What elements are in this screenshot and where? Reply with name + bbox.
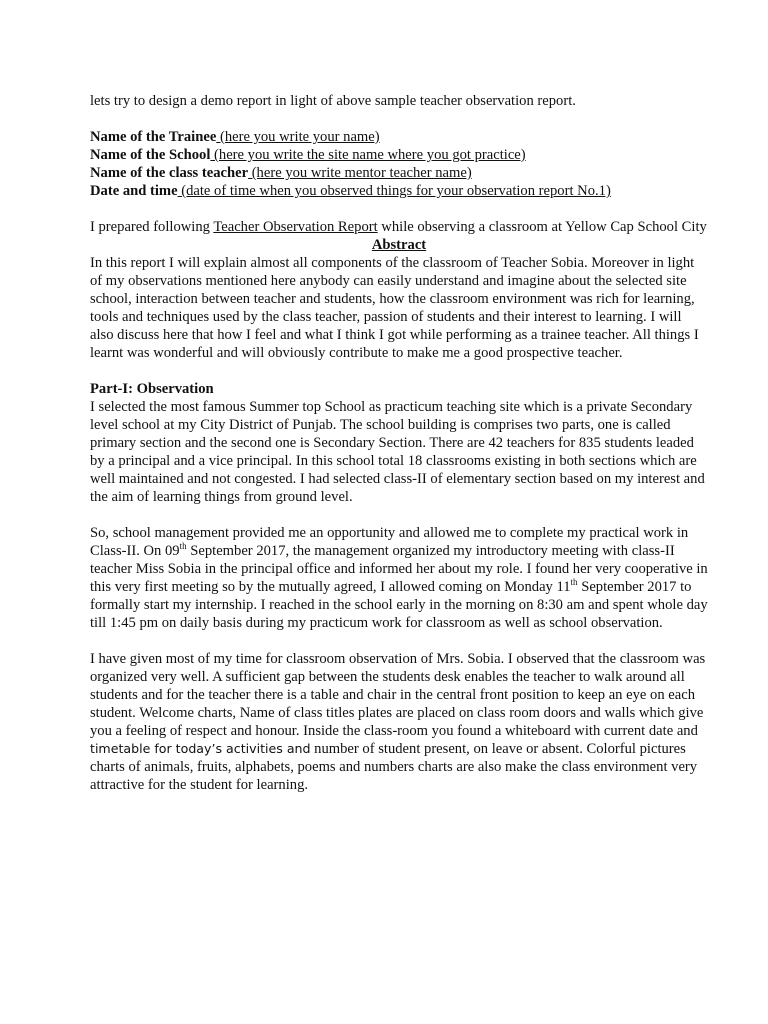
prepared-statement: I prepared following Teacher Observation Report while observing a classroom at Yellow Cap School City xyxy=(90,219,707,235)
field-class-teacher xyxy=(90,164,708,182)
abstract-heading: Abstract xyxy=(371,237,427,253)
field-label: Name of the School xyxy=(90,147,211,163)
field-school xyxy=(90,146,708,164)
part1-heading: Part-I: Observation xyxy=(90,381,214,397)
part1-paragraph-3: I have given most of my time for classroom observation of Mrs. Sobia. I observed that the classroom was organized very well. A sufficient gap between the students desk enables the teacher to walk around all students and for the teacher there is a table and chair in the central front position to keep an eye on each student. Welcome charts, Name of class titles plates are placed on class room doors and walls which give you a feeling of respect and honour. Inside the class-room you found a whiteboard with current date and timetable for today’s activities and number of student present, on leave or absent. Colorful pictures charts of animals, fruits, alphabets, poems and numbers charts are also make the class environment very attractive for the student for learning. xyxy=(90,651,706,793)
field-label: Date and time xyxy=(90,183,178,199)
field-date-time xyxy=(90,182,708,200)
intro-line: lets try to design a demo report in light of above sample teacher observation report. xyxy=(90,93,576,109)
field-label: Name of the Trainee xyxy=(90,129,217,145)
field-trainee xyxy=(90,128,708,146)
trainee-fields xyxy=(90,128,708,200)
field-label: Name of the class teacher xyxy=(90,165,249,181)
part1-paragraph-2: So, school management provided me an opportunity and allowed me to complete my practical work in Class-II. On 09th September 2017, the management organized my introductory meeting with class-II teacher Miss Sobia in the principal office and informed her about my role. I found her very cooperative in this very first meeting so by the mutually agreed, I allowed coming on Monday 11th September 2017 to formally start my internship. I reached in the school early in the morning on 8:30 am and spent whole day till 1:45 pm on daily basis during my practicum work for classroom as well as school observation. xyxy=(90,525,708,631)
field-value: (here you write the site name where you got practice) xyxy=(210,147,526,163)
field-value: (date of time when you observed things for your observation report No.1) xyxy=(177,183,611,199)
report-title-link: Teacher Observation Report xyxy=(213,219,378,235)
field-value: (here you write your name) xyxy=(216,129,380,145)
abstract-text: In this report I will explain almost all components of the classroom of Teacher Sobia. Moreover in light of my observations mentioned here anybody can easily understand and imagine about the selected site school, interaction between teacher and students, how the classroom environment was rich for learning, tools and techniques used by the class teacher, passion of students and their interest to learning. I will also discuss here that how I feel and what I think I got while performing as a trainee teacher. All things I learnt was wonderful and will obviously contribute to make me a good prospective teacher. xyxy=(90,255,699,361)
field-value: (here you write mentor teacher name) xyxy=(248,165,472,181)
part1-paragraph-1: I selected the most famous Summer top School as practicum teaching site which is a private Secondary level school at my City District of Punjab. The school building is comprises two parts, one is called primary section and the second one is Secondary Section. There are 42 teachers for 835 students leaded by a principal and a vice principal. In this school total 18 classrooms existing in both sections which are well maintained and not congested. I had selected class-II of elementary section based on my interest and the aim of learning things from ground level. xyxy=(90,399,705,505)
